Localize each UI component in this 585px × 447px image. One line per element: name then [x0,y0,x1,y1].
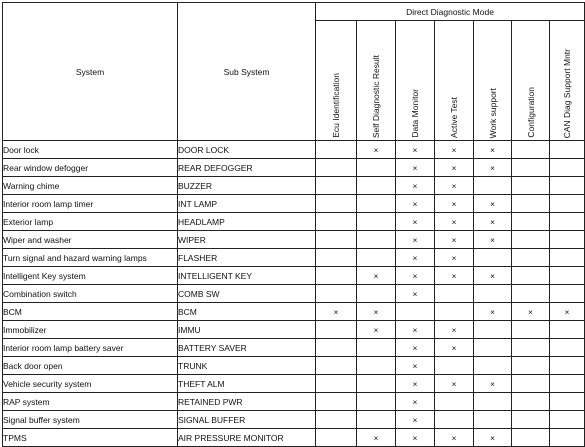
mode-header-label: Data Monitor [410,89,420,138]
supported-mark-cell: × [474,141,512,159]
empty-mark-cell [435,411,474,429]
table-row [3,393,585,411]
empty-mark-cell [316,375,357,393]
sub-system-cell: HEADLAMP [178,213,316,231]
supported-mark-cell: × [435,249,474,267]
sub-system-cell: BCM [178,303,316,321]
mode-header-data-monitor [396,21,435,141]
sub-system-cell: WIPER [178,231,316,249]
mode-header-active-test [435,21,474,141]
table-row [3,357,585,375]
empty-mark-cell [316,285,357,303]
table-row [3,339,585,357]
supported-mark-cell: × [396,213,435,231]
supported-mark-cell: × [357,429,396,447]
table-row [3,195,585,213]
empty-mark-cell [316,393,357,411]
system-cell: Interior room lamp timer [3,195,178,213]
empty-mark-cell [512,141,550,159]
empty-mark-cell [357,159,396,177]
empty-mark-cell [474,177,512,195]
supported-mark-cell: × [435,339,474,357]
table-row [3,141,585,159]
table-row [3,285,585,303]
system-cell: Door lock [3,141,178,159]
supported-mark-cell: × [396,339,435,357]
supported-mark-cell: × [357,303,396,321]
empty-mark-cell [435,303,474,321]
empty-mark-cell [550,159,585,177]
system-cell: Combination switch [3,285,178,303]
empty-mark-cell [316,411,357,429]
sub-system-cell: FLASHER [178,249,316,267]
supported-mark-cell: × [435,321,474,339]
empty-mark-cell [316,159,357,177]
empty-mark-cell [550,339,585,357]
empty-mark-cell [474,339,512,357]
sub-system-cell: COMB SW [178,285,316,303]
supported-mark-cell: × [435,141,474,159]
system-cell: Exterior lamp [3,213,178,231]
sub-system-column-header: Sub System [178,3,316,141]
empty-mark-cell [474,411,512,429]
empty-mark-cell [316,339,357,357]
empty-mark-cell [550,285,585,303]
mode-header-label: Self Diagnostic Result [371,54,381,138]
system-cell: Wiper and washer [3,231,178,249]
empty-mark-cell [550,321,585,339]
empty-mark-cell [357,411,396,429]
empty-mark-cell [474,249,512,267]
empty-mark-cell [550,141,585,159]
mode-header-work-support [474,21,512,141]
table-row [3,249,585,267]
supported-mark-cell: × [396,249,435,267]
empty-mark-cell [550,267,585,285]
table-row [3,267,585,285]
empty-mark-cell [550,393,585,411]
supported-mark-cell: × [396,393,435,411]
empty-mark-cell [357,231,396,249]
system-cell: Vehicle security system [3,375,178,393]
supported-mark-cell: × [474,303,512,321]
sub-system-cell: SIGNAL BUFFER [178,411,316,429]
sub-system-cell: INT LAMP [178,195,316,213]
supported-mark-cell: × [357,267,396,285]
empty-mark-cell [316,177,357,195]
supported-mark-cell: × [357,321,396,339]
supported-mark-cell: × [435,195,474,213]
empty-mark-cell [316,213,357,231]
supported-mark-cell: × [396,159,435,177]
supported-mark-cell: × [396,357,435,375]
supported-mark-cell: × [474,267,512,285]
supported-mark-cell: × [435,267,474,285]
empty-mark-cell [474,357,512,375]
system-cell: Warning chime [3,177,178,195]
sub-system-cell: INTELLIGENT KEY [178,267,316,285]
empty-mark-cell [512,285,550,303]
supported-mark-cell: × [474,159,512,177]
supported-mark-cell: × [396,411,435,429]
empty-mark-cell [512,339,550,357]
system-cell: BCM [3,303,178,321]
empty-mark-cell [474,321,512,339]
sub-system-cell: DOOR LOCK [178,141,316,159]
empty-mark-cell [316,321,357,339]
mode-header-label: Ecu Identification [331,73,341,138]
empty-mark-cell [512,267,550,285]
sub-system-cell: AIR PRESSURE MONITOR [178,429,316,447]
empty-mark-cell [357,339,396,357]
empty-mark-cell [550,231,585,249]
mode-header-configuration [512,21,550,141]
table-row [3,177,585,195]
mode-header-label: Work support [487,87,498,138]
mode-header-self-diagnostic-result [357,21,396,141]
mode-header-label: CAN Diag Support Mntr [562,48,572,138]
direct-diagnostic-mode-header: Direct Diagnostic Mode [316,3,585,21]
diagnostic-mode-table [2,2,585,447]
supported-mark-cell: × [435,159,474,177]
empty-mark-cell [435,357,474,375]
empty-mark-cell [396,303,435,321]
supported-mark-cell: × [474,213,512,231]
table-row [3,411,585,429]
supported-mark-cell: × [357,141,396,159]
empty-mark-cell [550,177,585,195]
supported-mark-cell: × [435,375,474,393]
supported-mark-cell: × [474,429,512,447]
supported-mark-cell: × [474,231,512,249]
empty-mark-cell [512,213,550,231]
supported-mark-cell: × [474,195,512,213]
empty-mark-cell [550,375,585,393]
sub-system-cell: BUZZER [178,177,316,195]
empty-mark-cell [474,393,512,411]
empty-mark-cell [512,375,550,393]
empty-mark-cell [550,213,585,231]
sub-system-cell: TRUNK [178,357,316,375]
system-cell: Back door open [3,357,178,375]
table-row [3,375,585,393]
system-cell: Intelligent Key system [3,267,178,285]
supported-mark-cell: × [435,231,474,249]
supported-mark-cell: × [512,303,550,321]
empty-mark-cell [357,177,396,195]
table-body [3,141,585,447]
supported-mark-cell: × [396,231,435,249]
empty-mark-cell [474,285,512,303]
empty-mark-cell [512,177,550,195]
empty-mark-cell [357,285,396,303]
mode-header-label: Active Test [449,97,459,138]
empty-mark-cell [550,195,585,213]
supported-mark-cell: × [435,429,474,447]
table-row [3,159,585,177]
empty-mark-cell [512,393,550,411]
system-cell: Immobilizer [3,321,178,339]
sub-system-cell: THEFT ALM [178,375,316,393]
supported-mark-cell: × [396,321,435,339]
sub-system-cell: REAR DEFOGGER [178,159,316,177]
empty-mark-cell [316,267,357,285]
table-row [3,321,585,339]
empty-mark-cell [357,249,396,267]
empty-mark-cell [357,195,396,213]
system-cell: Signal buffer system [3,411,178,429]
supported-mark-cell: × [396,195,435,213]
empty-mark-cell [512,321,550,339]
system-cell: Turn signal and hazard warning lamps [3,249,178,267]
supported-mark-cell: × [396,267,435,285]
table-row [3,303,585,321]
empty-mark-cell [435,393,474,411]
diagnostic-mode-table-container [2,2,585,447]
sub-system-cell: BATTERY SAVER [178,339,316,357]
empty-mark-cell [512,195,550,213]
empty-mark-cell [316,141,357,159]
mode-header-label: Configuration [525,87,536,138]
empty-mark-cell [435,285,474,303]
supported-mark-cell: × [316,303,357,321]
empty-mark-cell [316,249,357,267]
sub-system-cell: RETAINED PWR [178,393,316,411]
system-cell: Rear window defogger [3,159,178,177]
system-cell: Interior room lamp battery saver [3,339,178,357]
supported-mark-cell: × [435,177,474,195]
system-cell: RAP system [3,393,178,411]
supported-mark-cell: × [435,213,474,231]
supported-mark-cell: × [396,177,435,195]
supported-mark-cell: × [550,303,585,321]
empty-mark-cell [550,249,585,267]
empty-mark-cell [316,231,357,249]
system-column-header: System [3,3,178,141]
empty-mark-cell [512,249,550,267]
supported-mark-cell: × [396,375,435,393]
table-row [3,213,585,231]
empty-mark-cell [316,357,357,375]
empty-mark-cell [357,375,396,393]
empty-mark-cell [512,411,550,429]
supported-mark-cell: × [396,429,435,447]
empty-mark-cell [316,195,357,213]
empty-mark-cell [512,159,550,177]
mode-header-can-diag-support-mntr [550,21,585,141]
table-row [3,231,585,249]
supported-mark-cell: × [474,375,512,393]
mode-header-ecu-identification [316,21,357,141]
empty-mark-cell [357,213,396,231]
table-header [3,3,585,141]
empty-mark-cell [357,357,396,375]
sub-system-cell: IMMU [178,321,316,339]
empty-mark-cell [550,357,585,375]
supported-mark-cell: × [396,285,435,303]
supported-mark-cell: × [396,141,435,159]
empty-mark-cell [550,411,585,429]
empty-mark-cell [512,357,550,375]
empty-mark-cell [357,393,396,411]
empty-mark-cell [512,231,550,249]
system-cell: TPMS [3,429,178,447]
